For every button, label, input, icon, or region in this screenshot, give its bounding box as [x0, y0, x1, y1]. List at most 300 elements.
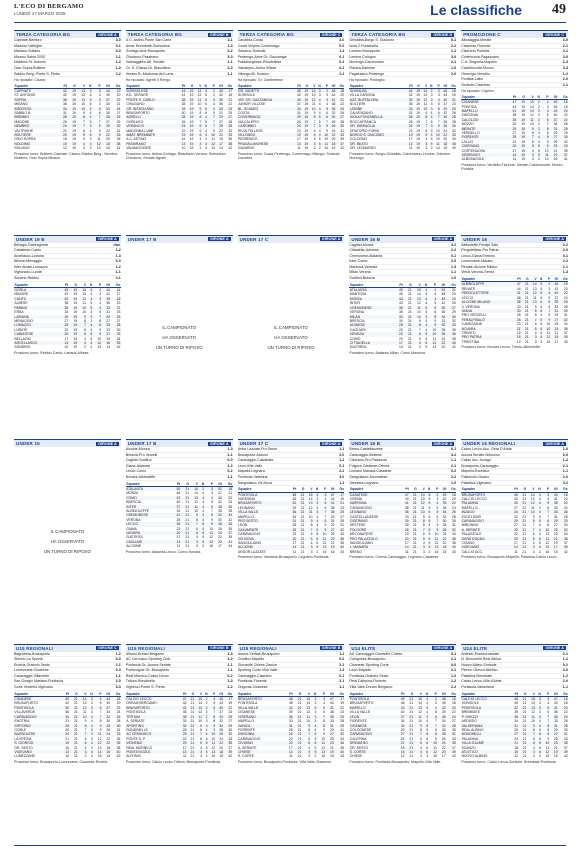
- stat-cell: 19: [69, 315, 78, 319]
- stat-cell: 9: [213, 128, 215, 133]
- match-teams: Virtus Verona-Trento: [461, 270, 495, 275]
- stat-cell: 35: [325, 715, 334, 719]
- stat-cell: 8: [531, 131, 534, 135]
- stat-cell: 14: [198, 701, 203, 706]
- stat-cell: 20: [219, 745, 224, 750]
- stat-cell: 10: [309, 107, 316, 111]
- stat-cell: 25: [60, 323, 69, 327]
- group-badge: GIRONE A: [98, 32, 117, 37]
- stat-cell: 17: [182, 745, 187, 750]
- column-header: Gf: [550, 692, 558, 697]
- team-name: CAROBBIO: [238, 124, 294, 128]
- stat-cell: 5: [317, 706, 326, 710]
- stat-cell: 12: [417, 501, 425, 505]
- stat-cell: 4: [428, 297, 437, 301]
- stat-cell: 19: [189, 119, 194, 124]
- stat-cell: 12: [420, 98, 427, 102]
- stat-cell: 31: [172, 513, 181, 517]
- stat-cell: 5: [305, 537, 313, 541]
- stat-cell: 2: [318, 146, 321, 151]
- stat-cell: 24: [443, 128, 448, 133]
- stat-cell: 9: [546, 139, 549, 144]
- stat-cell: 21: [181, 540, 190, 544]
- stat-cell: 4: [316, 133, 321, 137]
- stat-cell: 43: [563, 339, 568, 344]
- box-header: [238, 31, 345, 38]
- stat-cell: 7: [541, 715, 549, 719]
- stat-cell: 19: [304, 102, 309, 107]
- match-score: 1-2: [562, 458, 568, 463]
- match-score: 1-3: [450, 264, 457, 269]
- stat-cell: 19: [67, 107, 76, 111]
- stat-cell: 29: [563, 131, 568, 135]
- stat-cell: 21: [69, 732, 78, 736]
- standings-box: [14, 644, 121, 843]
- stat-cell: 32: [442, 514, 447, 519]
- stat-cell: 19: [517, 109, 526, 113]
- match-score: 1-3: [227, 447, 233, 451]
- stat-cell: 5: [425, 336, 428, 341]
- stat-cell: 6: [535, 741, 541, 745]
- stat-cell: 16: [330, 754, 334, 759]
- stat-cell: 5: [313, 528, 319, 532]
- standings-table: [461, 692, 568, 759]
- standings-grid: [14, 30, 568, 842]
- stat-cell: 7: [319, 510, 327, 514]
- stat-cell: 18: [448, 88, 457, 93]
- stat-cell: 8: [541, 732, 549, 736]
- stat-cell: 19: [186, 107, 194, 111]
- stat-cell: 24: [105, 128, 110, 133]
- stat-cell: 7: [429, 724, 438, 728]
- stat-cell: 10: [434, 532, 439, 537]
- table-row: [14, 345, 121, 349]
- box-title: UNDER 16: [463, 236, 488, 242]
- stat-cell: 44: [228, 544, 233, 549]
- stat-cell: 21: [228, 491, 233, 496]
- stat-cell: 3: [317, 697, 326, 702]
- stat-cell: 6: [422, 741, 428, 745]
- stat-cell: 39: [288, 710, 293, 715]
- stat-cell: 37: [554, 295, 559, 300]
- group-badge: GIRONE A: [433, 646, 453, 650]
- stat-cell: 47: [513, 282, 521, 287]
- stat-cell: 44: [182, 701, 187, 706]
- match-teams: Ardor Lazzate-Pro Sesto: [237, 447, 277, 451]
- match-score: 0-1: [562, 253, 568, 258]
- stat-cell: 28: [178, 115, 186, 119]
- match-teams: Enotria-Oratorio Sesto: [14, 662, 50, 667]
- stat-cell: 21: [409, 727, 414, 732]
- stat-cell: 37: [396, 715, 405, 719]
- stat-cell: 21: [409, 710, 414, 715]
- stat-cell: 30: [401, 519, 409, 523]
- stat-cell: 43: [340, 549, 344, 554]
- team-name: MAPELLO: [237, 514, 255, 519]
- column-header: G: [403, 283, 412, 288]
- stat-cell: 21: [409, 754, 414, 759]
- match-teams: Noldimo-St. Antonio: [14, 60, 46, 65]
- result-row: [14, 276, 121, 282]
- stat-cell: 3: [90, 292, 93, 297]
- stat-cell: 39: [558, 545, 568, 549]
- stat-cell: 11: [533, 295, 537, 300]
- team-name: LARIANA: [14, 315, 60, 319]
- stat-cell: 6: [532, 736, 535, 741]
- team-name: BRESCIA: [349, 318, 365, 323]
- team-name: NUOVO ALBINO: [461, 754, 488, 759]
- stat-cell: 3: [541, 492, 549, 497]
- stat-cell: 38: [330, 505, 335, 510]
- stat-cell: 28: [61, 724, 70, 728]
- standings-box: [14, 235, 121, 434]
- stat-cell: 26: [172, 522, 181, 526]
- stat-cell: 21: [293, 697, 302, 702]
- stat-cell: 3: [90, 736, 93, 741]
- team-name: CALCIO LECCO: [126, 697, 179, 702]
- box-header: [14, 31, 121, 38]
- stat-cell: 33: [404, 514, 409, 519]
- column-header: P: [207, 84, 215, 89]
- stat-cell: 5: [313, 537, 319, 541]
- stat-cell: 21: [405, 732, 414, 736]
- stat-cell: 21: [518, 519, 526, 523]
- stat-cell: 7: [302, 732, 311, 736]
- stat-cell: 19: [116, 301, 121, 306]
- table-row: [14, 754, 121, 758]
- stat-cell: 5: [309, 133, 316, 137]
- stat-cell: 6: [425, 519, 431, 523]
- stat-cell: 4: [196, 535, 198, 540]
- stat-cell: 46: [440, 88, 447, 93]
- stat-cell: 9: [527, 724, 535, 728]
- next-round-note: Prossimo turno: Varesina-Brusaporto; Legnano-Pontisola.: [237, 555, 330, 560]
- stat-cell: 32: [228, 517, 233, 522]
- match-teams: Vighizzolo-Lurate: [14, 270, 42, 275]
- column-header: Pt: [179, 692, 187, 697]
- match-score: 2-0: [339, 452, 345, 457]
- stat-cell: 20: [558, 109, 568, 113]
- stat-cell: 11: [190, 505, 199, 509]
- stat-cell: 42: [452, 345, 456, 350]
- stat-cell: 41: [106, 292, 111, 297]
- stat-cell: 4: [202, 517, 205, 522]
- stat-cell: 6: [200, 736, 203, 741]
- stat-cell: 4: [202, 509, 205, 513]
- stat-cell: 46: [553, 104, 558, 109]
- next-round-note: Prossimo turno: Borgo-Ghisalba; Calvenzano-Lemine; Dalmine-Morengo.: [349, 151, 451, 161]
- stat-cell: 16: [446, 697, 456, 702]
- match-score: 2-0: [450, 71, 457, 76]
- stat-cell: 18: [101, 142, 110, 146]
- match-teams: Sabbio Berg.-Ponte S. Pietro: [14, 71, 61, 76]
- box-title: UNDER 17 B: [127, 236, 157, 242]
- stat-cell: 3: [433, 88, 440, 93]
- match-score: 2-2: [562, 259, 568, 264]
- stat-cell: 12: [514, 754, 519, 759]
- stat-cell: 20: [102, 741, 111, 745]
- stat-cell: 19: [416, 128, 420, 133]
- team-name: CISERANO: [461, 144, 508, 148]
- stat-cell: 2: [428, 549, 431, 554]
- stat-cell: 3: [86, 288, 92, 293]
- match-teams: AC Cernusco-Sporting Club: [125, 657, 171, 662]
- stat-cell: 11: [297, 146, 301, 151]
- team-name: LECCO: [461, 295, 474, 300]
- stat-cell: 14: [179, 750, 187, 754]
- stat-cell: 19: [304, 111, 309, 115]
- stat-cell: 21: [518, 724, 526, 728]
- stat-cell: 7: [92, 115, 101, 119]
- stat-cell: 21: [297, 754, 302, 759]
- stat-cell: 21: [297, 537, 305, 541]
- stat-cell: 14: [510, 545, 518, 549]
- stat-cell: 5: [425, 545, 431, 549]
- stat-cell: 28: [223, 124, 232, 128]
- match-teams: Caravaggio-Sestese: [349, 452, 382, 457]
- team-name: SCANZO: [461, 745, 476, 750]
- team-name: PASSIRANO: [126, 142, 178, 146]
- stat-cell: 11: [194, 98, 202, 102]
- stat-cell: 5: [534, 144, 540, 148]
- stat-cell: 17: [116, 292, 121, 297]
- stat-cell: 38: [116, 745, 121, 750]
- column-header: V: [309, 84, 316, 89]
- match-teams: Cortenuova-Pagazzano: [461, 54, 499, 59]
- stat-cell: 2: [202, 715, 208, 719]
- stat-cell: 21: [300, 505, 305, 510]
- stat-cell: 23: [516, 322, 521, 327]
- stat-cell: 3: [85, 124, 91, 128]
- stat-cell: 5: [541, 706, 549, 710]
- stat-cell: 35: [558, 741, 568, 745]
- match-teams: Brusaporto-Caravaggio: [461, 463, 499, 468]
- box-title: U15 REGIONALI: [239, 645, 277, 651]
- stat-cell: 48: [441, 292, 446, 297]
- stat-cell: 9: [211, 517, 214, 522]
- stat-cell: 16: [181, 137, 186, 142]
- stat-cell: 25: [179, 732, 187, 736]
- stat-cell: 25: [330, 736, 334, 741]
- group-badge: GIRONE A: [321, 441, 341, 446]
- stat-cell: 14: [417, 492, 425, 497]
- stat-cell: 21: [524, 330, 529, 335]
- match-score: 2-2: [450, 43, 457, 48]
- match-score: 1-3: [115, 253, 121, 258]
- stat-cell: 40: [294, 98, 301, 102]
- stat-cell: 30: [399, 318, 403, 323]
- team-name: FERALPISALÒ: [461, 318, 513, 322]
- stat-cell: 42: [340, 146, 344, 151]
- match-teams: Pontisola Gr.-Aurora Seriate: [125, 662, 171, 667]
- stat-cell: 8: [429, 732, 438, 736]
- stat-cell: 18: [516, 330, 521, 335]
- stat-cell: 21: [522, 754, 527, 759]
- stat-cell: 14: [78, 288, 87, 293]
- stat-cell: 3: [302, 750, 311, 754]
- column-header: P: [93, 283, 102, 288]
- team-name: COLOGNO: [349, 137, 368, 142]
- stat-cell: 19: [304, 128, 309, 133]
- stat-cell: 6: [323, 710, 326, 715]
- stat-cell: 5: [86, 332, 92, 336]
- column-header: Pt: [172, 482, 181, 487]
- stat-cell: 21: [521, 300, 529, 304]
- stat-cell: 36: [111, 741, 121, 745]
- stat-cell: 19: [304, 93, 309, 98]
- stat-cell: 2: [316, 549, 319, 554]
- stat-cell: 21: [187, 697, 195, 702]
- stat-cell: 16: [553, 157, 558, 162]
- stat-cell: 21: [293, 724, 302, 728]
- stat-cell: 5: [319, 501, 327, 505]
- stat-cell: 32: [558, 528, 568, 532]
- stat-cell: 41: [513, 291, 521, 295]
- stat-cell: 3: [90, 710, 93, 715]
- match-score: 2-1: [562, 43, 568, 48]
- stat-cell: 41: [553, 496, 558, 501]
- stat-cell: 7: [324, 514, 327, 519]
- column-header: Squadre: [238, 487, 289, 492]
- column-header: P: [429, 692, 438, 697]
- group-badge: GIRONE B: [209, 32, 229, 37]
- match-score: 1-0: [450, 276, 457, 281]
- stat-cell: 26: [513, 318, 521, 322]
- column-header: Pt: [394, 283, 403, 288]
- match-score: 1-0: [115, 65, 121, 70]
- stat-cell: 8: [196, 517, 198, 522]
- stat-cell: 5: [205, 102, 207, 107]
- stat-cell: 5: [316, 115, 321, 119]
- stat-cell: 11: [514, 549, 518, 554]
- stat-cell: 34: [563, 532, 568, 537]
- stat-cell: 26: [181, 119, 186, 124]
- stat-cell: 46: [400, 701, 405, 706]
- stat-cell: 9: [99, 327, 102, 332]
- column-header: N: [202, 692, 208, 697]
- box-title: UNDER 17 C: [239, 236, 269, 242]
- stat-cell: 4: [313, 137, 316, 142]
- team-name: CISANESE: [237, 710, 256, 715]
- stat-cell: 44: [512, 104, 517, 109]
- standings-box: [349, 30, 456, 229]
- team-name: VILLA VALLE: [238, 706, 285, 710]
- stat-cell: 18: [558, 492, 568, 497]
- stat-cell: 19: [73, 310, 78, 315]
- stat-cell: 27: [510, 732, 518, 736]
- stat-cell: 14: [529, 104, 534, 109]
- stat-cell: 43: [513, 496, 518, 501]
- stat-cell: 9: [525, 127, 534, 131]
- column-header: V: [527, 692, 535, 697]
- stat-cell: 30: [559, 309, 568, 313]
- stat-cell: 12: [198, 710, 203, 715]
- stat-cell: 17: [554, 339, 559, 344]
- stat-cell: 23: [106, 327, 111, 332]
- stat-cell: 41: [116, 146, 121, 151]
- team-name: VARESINA: [349, 501, 401, 505]
- stat-cell: 10: [65, 754, 70, 759]
- stat-cell: 11: [182, 754, 187, 759]
- stat-cell: 21: [74, 754, 78, 759]
- stat-cell: 30: [216, 724, 224, 728]
- stat-cell: 34: [216, 715, 224, 719]
- stat-cell: 23: [327, 537, 335, 541]
- stat-cell: 29: [514, 727, 519, 732]
- stat-cell: 21: [297, 519, 305, 523]
- column-header: Squadre: [349, 283, 394, 288]
- stat-cell: 6: [422, 732, 428, 736]
- table-row: [461, 754, 568, 758]
- column-header: Pt: [284, 692, 293, 697]
- match-teams: Mariano-Soliano: [14, 49, 41, 54]
- stat-cell: 3: [425, 292, 428, 297]
- stat-cell: 31: [63, 111, 67, 115]
- stat-cell: 5: [205, 119, 207, 124]
- stat-cell: 21: [554, 330, 559, 335]
- stat-cell: 25: [508, 135, 517, 139]
- stat-cell: 27: [336, 115, 345, 119]
- stat-cell: 22: [437, 341, 446, 345]
- match-score: 2-1: [450, 668, 457, 673]
- team-name: V. VERONA: [461, 304, 480, 309]
- stat-cell: 12: [418, 710, 422, 715]
- match-score: 1-1: [562, 469, 568, 474]
- stat-cell: 5: [428, 306, 437, 310]
- stat-cell: 5: [431, 510, 439, 514]
- team-name: CALVENZANO: [349, 111, 373, 115]
- stat-cell: 14: [324, 146, 329, 151]
- stat-cell: 21: [187, 706, 195, 710]
- stat-cell: 4: [421, 323, 427, 327]
- stat-cell: 20: [558, 706, 568, 710]
- column-header: P: [93, 692, 102, 697]
- stat-cell: 28: [101, 115, 110, 119]
- stat-cell: 13: [97, 745, 102, 750]
- group-badge: GIRONE B: [321, 646, 341, 650]
- match-score: 2-2: [450, 474, 457, 479]
- team-name: PEDRENGO: [237, 137, 258, 142]
- stat-cell: 19: [189, 137, 194, 142]
- stat-cell: 19: [72, 102, 76, 107]
- stat-cell: 4: [323, 701, 326, 706]
- stat-cell: 38: [58, 98, 67, 102]
- match-score: 2-0: [227, 65, 233, 70]
- stat-cell: 29: [215, 115, 223, 119]
- team-name: TRENTO: [461, 330, 476, 335]
- stat-cell: 5: [205, 745, 208, 750]
- stat-cell: 5: [198, 522, 204, 526]
- team-name: MENAGGIO: [14, 318, 34, 323]
- stat-cell: 19: [406, 133, 413, 137]
- stat-cell: 9: [425, 111, 428, 115]
- stat-cell: 36: [289, 510, 297, 514]
- team-name: MAPELLO: [461, 505, 478, 510]
- stat-cell: 9: [324, 523, 327, 528]
- stat-cell: 34: [563, 322, 568, 327]
- stat-cell: 24: [446, 715, 456, 719]
- stat-cell: 9: [532, 514, 535, 519]
- stat-cell: 17: [512, 148, 517, 153]
- stat-cell: 19: [189, 111, 194, 115]
- stat-cell: 42: [437, 706, 446, 710]
- team-name: BRUSAPORTO: [238, 501, 289, 505]
- group-badge: GIRONE A: [209, 441, 229, 446]
- stat-cell: 3: [205, 719, 208, 724]
- stat-cell: 3: [89, 146, 92, 151]
- stat-cell: 14: [529, 282, 537, 287]
- match-score: 2-0: [562, 248, 568, 253]
